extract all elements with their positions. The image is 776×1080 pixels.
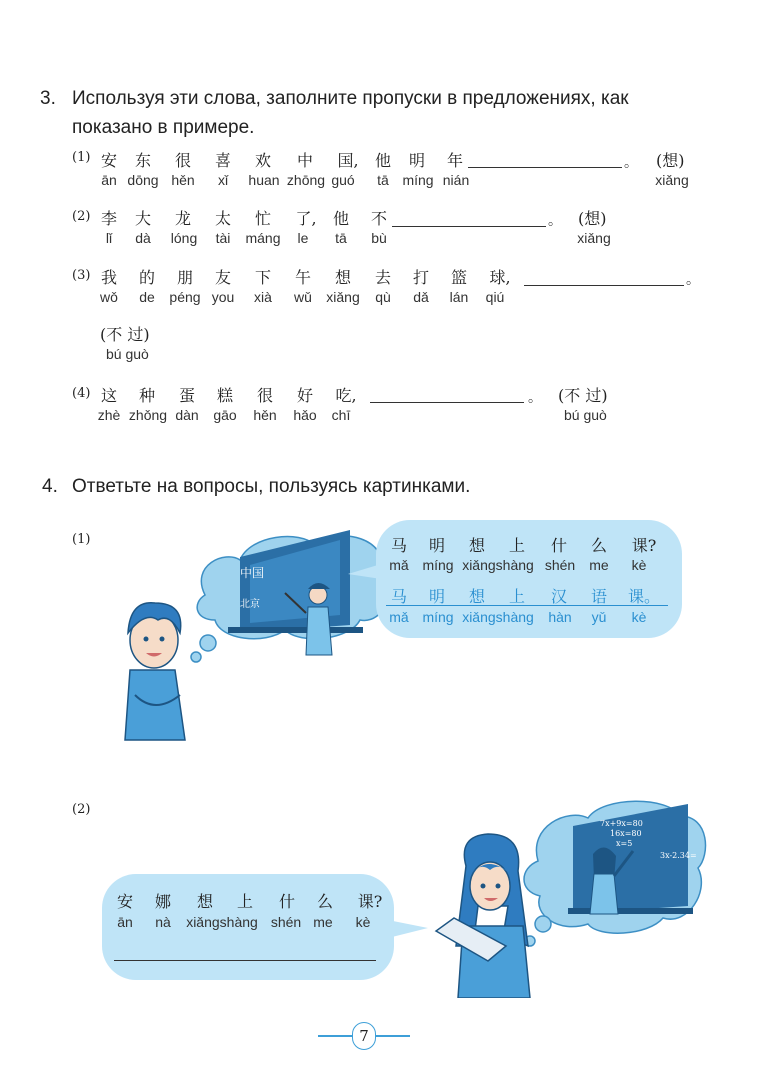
answer-blank[interactable]: [392, 226, 546, 227]
pinyin: bù: [371, 230, 387, 246]
question-char: 明: [428, 536, 445, 555]
hint-pinyin: bú guò: [106, 346, 149, 362]
question-char: 马: [390, 536, 407, 555]
speech-bubble-tail: [388, 914, 428, 944]
hint-pinyin: xiǎng: [577, 230, 611, 246]
girl-thinking-illustration: [418, 796, 710, 998]
page-number: 7: [352, 1022, 376, 1050]
sentence-char: 这: [100, 386, 117, 405]
exercise-3-instruction-line2: показано в примере.: [72, 117, 255, 138]
answer-char: 课。: [627, 587, 660, 606]
pinyin: lǐ: [105, 230, 113, 246]
picture-item-number: (1): [72, 532, 91, 547]
pinyin: le: [297, 230, 309, 246]
sentence-char: 的: [138, 268, 155, 287]
item-number: (4): [72, 386, 91, 401]
pinyin: dà: [135, 230, 151, 246]
pinyin: tā: [377, 172, 389, 188]
exercise-4-number: 4.: [42, 476, 58, 497]
sentence-char: 龙: [174, 209, 191, 228]
hint-word: (想): [578, 209, 607, 228]
answer-char: 想: [468, 587, 485, 606]
pinyin: mǎ: [389, 557, 409, 573]
sentence-char: 大: [134, 209, 151, 228]
sentence-char: 安: [100, 151, 117, 170]
hint-pinyin: bú guò: [564, 407, 607, 423]
pinyin: xià: [254, 289, 272, 305]
answer-blank[interactable]: [468, 167, 622, 168]
boy-figure: [125, 603, 185, 740]
pinyin: mǎ: [389, 609, 409, 625]
sentence-char: 想: [334, 268, 351, 287]
sentence-char: 种: [138, 386, 155, 405]
question-char: 么: [316, 892, 333, 911]
question-char: 安: [116, 892, 133, 911]
sentence-char: 篮: [450, 268, 467, 287]
pinyin: wǒ: [100, 289, 118, 305]
hint-pinyin: xiǎng: [655, 172, 689, 188]
pinyin: shén: [544, 557, 576, 573]
sentence-char: 好: [296, 386, 313, 405]
exercise-3-number: 3.: [40, 88, 56, 109]
answer-char: 马: [390, 587, 407, 606]
pinyin: xiǎngshàng: [462, 609, 534, 625]
pinyin: qù: [375, 289, 391, 305]
item-number: (3): [72, 268, 91, 283]
hint-word: (不 过): [100, 325, 150, 344]
board-equation: 16x=80: [610, 829, 642, 838]
question-char: 想: [196, 892, 213, 911]
girl-with-tablet-figure: [436, 834, 530, 998]
pinyin: míng: [402, 172, 434, 188]
sentence-char: 了,: [295, 209, 317, 228]
sentence-char: 吃,: [335, 386, 357, 405]
sentence-char: 下: [254, 268, 271, 287]
pinyin: de: [139, 289, 155, 305]
question-char: 什: [550, 536, 567, 555]
sentence-char: 去: [374, 268, 391, 287]
pinyin: dǎ: [413, 289, 429, 305]
item-number: (2): [72, 209, 91, 224]
pinyin: dàn: [175, 407, 199, 423]
pinyin: míng: [422, 557, 454, 573]
pinyin: chī: [331, 407, 351, 423]
pinyin: gāo: [213, 407, 237, 423]
hint-word: (不 过): [558, 386, 608, 405]
sentence-char: 很: [256, 386, 273, 405]
sentence-char: 午: [294, 268, 311, 287]
pinyin: ān: [117, 914, 133, 930]
pinyin: hàn: [548, 609, 572, 625]
sentence-char: 打: [412, 268, 429, 287]
pinyin: péng: [169, 289, 201, 305]
pinyin: ān: [101, 172, 117, 188]
board-text-china: 中国: [240, 566, 265, 580]
board-equation: 7x+9x=80: [600, 819, 643, 828]
board-text-beijing: 北京: [240, 599, 260, 610]
page-number-rule-right: [376, 1035, 410, 1037]
hint-word: (想): [656, 151, 685, 170]
pinyin: guó: [331, 172, 355, 188]
pinyin: dōng: [127, 172, 159, 188]
pinyin: xǐ: [217, 172, 229, 188]
pinyin: shén: [270, 914, 302, 930]
pinyin: me: [313, 914, 333, 930]
sentence-char: 糕: [216, 386, 233, 405]
answer-underline: [386, 605, 668, 606]
board-equation: x=5: [616, 839, 633, 848]
question-char: 想: [468, 536, 485, 555]
question-char: 娜: [154, 892, 171, 911]
page-number-rule-left: [318, 1035, 352, 1037]
pinyin: xiǎngshàng: [462, 557, 534, 573]
sentence-char: 太: [214, 209, 231, 228]
pinyin: tā: [335, 230, 347, 246]
sentence-char: 蛋: [178, 386, 195, 405]
sentence-char: 他: [332, 209, 349, 228]
pinyin: hǎo: [293, 407, 317, 423]
exercise-3-instruction-line1: Используя эти слова, заполните пропуски в предложениях, как: [72, 88, 629, 109]
pinyin: zhè: [97, 407, 121, 423]
sentence-char: 喜: [214, 151, 231, 170]
answer-char: 语: [590, 587, 607, 606]
pinyin: hěn: [171, 172, 195, 188]
sentence-char: 球,: [489, 268, 511, 287]
pinyin: zhǒng: [128, 407, 168, 423]
sentence-char: 友: [214, 268, 231, 287]
item-number: (1): [72, 150, 91, 165]
question-char: 么: [590, 536, 607, 555]
answer-char: 明: [428, 587, 445, 606]
sentence-end: 。: [624, 155, 638, 171]
sentence-char: 我: [100, 268, 117, 287]
pinyin: me: [589, 557, 609, 573]
answer-char: 上: [508, 587, 525, 606]
question-char: 课?: [631, 536, 657, 555]
pinyin: míng: [422, 609, 454, 625]
question-char: 什: [278, 892, 295, 911]
pinyin: nà: [155, 914, 171, 930]
blackboard-scene: [228, 530, 363, 633]
sentence-end: 。: [686, 272, 700, 288]
sentence-end: 。: [528, 390, 542, 406]
pinyin: xiǎngshàng: [186, 914, 258, 930]
pinyin: you: [211, 289, 235, 305]
pinyin: wǔ: [294, 289, 312, 305]
picture-item-number: (2): [72, 802, 91, 817]
sentence-char: 东: [134, 151, 151, 170]
sentence-char: 明: [408, 151, 425, 170]
pinyin: kè: [631, 609, 647, 625]
pinyin: lóng: [170, 230, 198, 246]
pinyin: xiǎng: [326, 289, 360, 305]
sentence-char: 李: [100, 209, 117, 228]
sentence-char: 朋: [176, 268, 193, 287]
sentence-char: 他: [374, 151, 391, 170]
sentence-end: 。: [548, 213, 562, 229]
board-equation: 3x-2.34=: [660, 851, 697, 860]
answer-blank[interactable]: [370, 402, 524, 403]
sentence-char: 国,: [337, 151, 359, 170]
question-char: 课?: [357, 892, 383, 911]
sentence-char: 欢: [254, 151, 271, 170]
pinyin: kè: [355, 914, 371, 930]
sentence-char: 中: [296, 151, 313, 170]
pinyin: qiú: [485, 289, 505, 305]
sentence-char: 不: [370, 209, 387, 228]
pinyin: huan: [248, 172, 280, 188]
answer-blank[interactable]: [524, 285, 684, 286]
speech-bubble-tail: [348, 556, 388, 586]
pinyin: máng: [245, 230, 281, 246]
question-char: 上: [508, 536, 525, 555]
pinyin: hěn: [253, 407, 277, 423]
pinyin: nián: [442, 172, 470, 188]
pinyin: yǔ: [591, 609, 607, 625]
answer-blank[interactable]: [114, 960, 376, 961]
answer-char: 汉: [550, 587, 567, 606]
pinyin: lán: [449, 289, 469, 305]
pinyin: tài: [215, 230, 231, 246]
pinyin: zhōng: [286, 172, 326, 188]
boy-thinking-illustration: [100, 515, 400, 745]
pinyin: kè: [631, 557, 647, 573]
sentence-char: 忙: [254, 209, 271, 228]
exercise-4-instruction: Ответьте на вопросы, пользуясь картинками.: [72, 476, 471, 497]
question-char: 上: [236, 892, 253, 911]
sentence-char: 很: [174, 151, 191, 170]
sentence-char: 年: [446, 151, 463, 170]
